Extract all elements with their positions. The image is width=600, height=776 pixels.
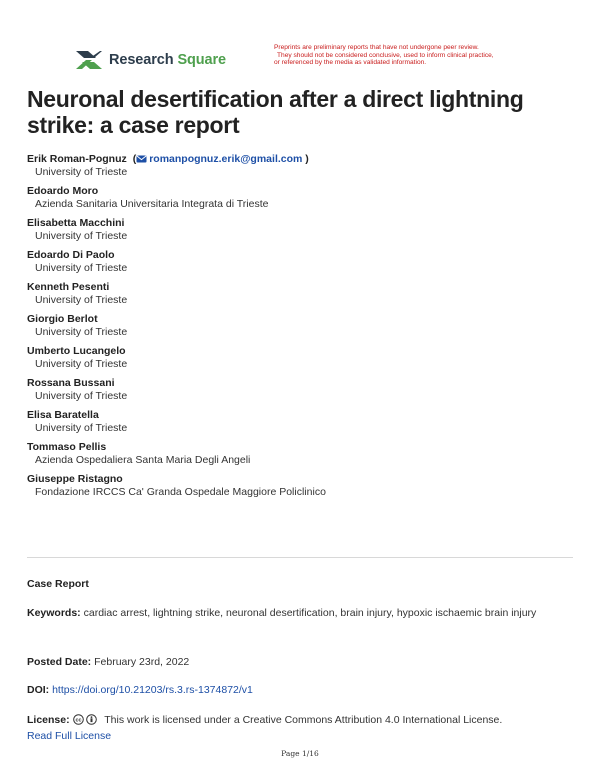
- author-list: [27, 153, 577, 505]
- author-affiliation: Azienda Sanitaria Universitaria Integrata di Trieste: [35, 198, 269, 210]
- keywords-label: Keywords:: [27, 607, 81, 619]
- logo-word-research: Research: [109, 52, 174, 68]
- section-divider: [27, 557, 573, 558]
- license-text: This work is licensed under a Creative Commons Attribution 4.0 International License.: [104, 714, 503, 726]
- author-affiliation: University of Trieste: [35, 358, 128, 370]
- close-paren: ): [305, 153, 309, 165]
- author-name: Kenneth Pesenti: [27, 281, 110, 293]
- article-type: [27, 576, 577, 592]
- author-email-link[interactable]: romanpognuz.erik@gmail.com: [149, 153, 303, 165]
- author-name: Edoardo Di Paolo: [27, 249, 115, 261]
- doi-section: [27, 682, 577, 698]
- author-entry: [27, 153, 577, 179]
- author-entry: [27, 313, 577, 339]
- author-affiliation: University of Trieste: [35, 294, 128, 306]
- coauthor-list: [27, 185, 577, 499]
- page-header: [74, 44, 574, 78]
- author-name: Giuseppe Ristagno: [27, 473, 123, 485]
- author-entry: [27, 345, 577, 371]
- article-title: Neuronal desertification after a direct lightning strike: a case report: [27, 86, 524, 138]
- author-name: [27, 153, 577, 166]
- disclaimer-line: Preprints are preliminary reports that have not undergone peer review.: [274, 44, 479, 51]
- author-affiliation: University of Trieste: [35, 422, 128, 434]
- license-label: License:: [27, 714, 70, 726]
- author-name: Giorgio Berlot: [27, 313, 98, 325]
- mail-icon: [136, 155, 147, 163]
- posted-date-label: Posted Date:: [27, 656, 92, 668]
- author-affiliation: University of Trieste: [35, 326, 128, 338]
- disclaimer-line: They should not be considered conclusive, used to inform clinical practice,: [277, 51, 494, 59]
- author-name: Edoardo Moro: [27, 185, 99, 197]
- svg-text:cc: cc: [75, 717, 82, 724]
- doi-label: DOI:: [27, 684, 50, 696]
- author-entry: [27, 249, 577, 275]
- author-affiliation: University of Trieste: [35, 390, 128, 402]
- author-name: Umberto Lucangelo: [27, 345, 126, 357]
- author-entry: [27, 441, 577, 467]
- research-square-logo-icon: [74, 47, 104, 73]
- open-paren: (: [132, 153, 137, 165]
- disclaimer-line: or referenced by the media as validated information.: [274, 59, 427, 67]
- author-affiliation: Fondazione IRCCS Ca' Granda Ospedale Maggiore Policlinico: [35, 486, 326, 498]
- author-entry: [27, 185, 577, 211]
- author-name: Tommaso Pellis: [27, 441, 107, 453]
- keywords-value: cardiac arrest, lightning strike, neuronal desertification, brain injury, hypoxic ischaemic brain injury: [83, 607, 537, 619]
- author-affiliation: University of Trieste: [35, 166, 128, 178]
- page-number: Page 1/16: [281, 749, 319, 758]
- author-name: Rossana Bussani: [27, 377, 115, 389]
- license-section: [27, 712, 577, 744]
- author-entry: [27, 281, 577, 307]
- author-entry: [27, 473, 577, 499]
- author-name: Elisa Baratella: [27, 409, 99, 421]
- author-entry: [27, 377, 577, 403]
- preprint-disclaimer: [274, 44, 574, 67]
- article-type-label: Case Report: [27, 578, 89, 590]
- logo-wordmark: [109, 52, 226, 68]
- doi-link[interactable]: https://doi.org/10.21203/rs.3.rs-1374872/v1: [52, 684, 253, 696]
- research-square-logo[interactable]: [74, 47, 226, 73]
- author-entry: [27, 409, 577, 435]
- author-affiliation: University of Trieste: [35, 230, 128, 242]
- corresponding-author-name: Erik Roman-Pognuz: [27, 153, 127, 165]
- author-affiliation: Azienda Ospedaliera Santa Maria Degli Angeli: [35, 454, 251, 466]
- author-affiliation: University of Trieste: [35, 262, 128, 274]
- author-entry: [27, 217, 577, 243]
- posted-date-section: [27, 654, 577, 670]
- read-full-license-link[interactable]: Read Full License: [27, 730, 112, 742]
- creative-commons-icon: [73, 714, 99, 725]
- author-name: Elisabetta Macchini: [27, 217, 125, 229]
- keywords-section: [27, 605, 577, 621]
- posted-date-value: February 23rd, 2022: [94, 656, 190, 668]
- logo-word-square: Square: [177, 52, 226, 68]
